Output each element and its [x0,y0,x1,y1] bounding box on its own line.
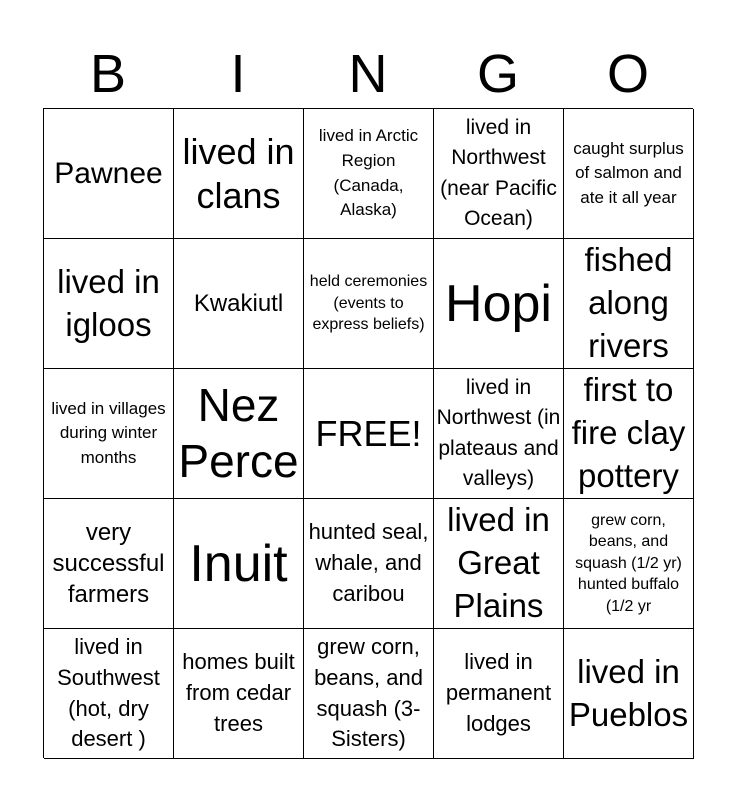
cell-text: Pawnee [54,156,163,190]
header-letter-n: N [348,44,388,104]
bingo-cell-r4c1[interactable] [44,499,174,629]
bingo-header [43,40,693,108]
bingo-cell-r5c2[interactable] [174,629,304,759]
header-letter-o: O [606,44,649,104]
bingo-cell-r3c2[interactable] [174,369,304,499]
bingo-cell-r3c1[interactable] [44,369,174,499]
cell-text: very successful farmers [52,518,165,609]
cell-text: grew corn, beans, and squash (1/2 yr) hunted buffalo (1/2 yr [575,511,682,615]
cell-text: lived in Southwest (hot, dry desert ) [57,633,160,752]
cell-text: fished along rivers [584,241,673,364]
cell-text: lived in Northwest (near Pacific Ocean) [440,115,557,230]
cell-text: caught surplus of salmon and ate it all year [573,138,684,207]
cell-text: Nez Perce [178,379,299,487]
bingo-cell-r1c5[interactable] [564,109,694,239]
bingo-cell-r5c1[interactable] [44,629,174,759]
header-letter-i: I [230,44,246,104]
bingo-cell-r3c3[interactable] [304,369,434,499]
cell-text: homes built from cedar trees [182,649,295,736]
bingo-cell-r5c5[interactable] [564,629,694,759]
cell-text: Inuit [189,534,288,593]
cell-text: lived in Great Plains [447,501,550,624]
header-letter-g: G [476,44,519,104]
bingo-cell-r5c4[interactable] [434,629,564,759]
cell-text: lived in permanent lodges [445,649,552,736]
cell-text: lived in Pueblos [568,652,689,733]
bingo-cell-r3c4[interactable] [434,369,564,499]
cell-text: held ceremonies (events to express beliefs) [309,273,428,334]
bingo-board [43,108,693,758]
cell-text: Kwakiutl [193,289,284,317]
bingo-cell-r5c3[interactable] [304,629,434,759]
cell-text: lived in Arctic Region (Canada, Alaska) [318,126,419,220]
bingo-cell-r3c5[interactable] [564,369,694,499]
cell-text: lived in Northwest (in plateaus and valleys) [436,375,561,490]
bingo-cell-r2c4[interactable] [434,239,564,369]
bingo-cell-r1c2[interactable] [174,109,304,239]
header-letter-b: B [89,44,127,104]
bingo-cell-r2c1[interactable] [44,239,174,369]
cell-text: first to fire clay pottery [571,371,686,494]
bingo-cell-r1c3[interactable] [304,109,434,239]
cell-text: lived in villages during winter months [51,398,166,467]
bingo-cell-r4c2[interactable] [174,499,304,629]
cell-text: lived in clans [182,131,295,216]
cell-text: Hopi [445,274,552,333]
bingo-cell-r2c2[interactable] [174,239,304,369]
bingo-cell-r1c4[interactable] [434,109,564,239]
bingo-cell-r2c3[interactable] [304,239,434,369]
bingo-cell-r4c3[interactable] [304,499,434,629]
cell-text: hunted seal, whale, and caribou [308,519,429,606]
cell-text: FREE! [315,412,422,454]
bingo-cell-r2c5[interactable] [564,239,694,369]
bingo-cell-r4c4[interactable] [434,499,564,629]
cell-text: grew corn, beans, and squash (3-Sisters) [314,633,423,752]
bingo-cell-r4c5[interactable] [564,499,694,629]
cell-text: lived in igloos [57,262,160,343]
bingo-cell-r1c1[interactable] [44,109,174,239]
